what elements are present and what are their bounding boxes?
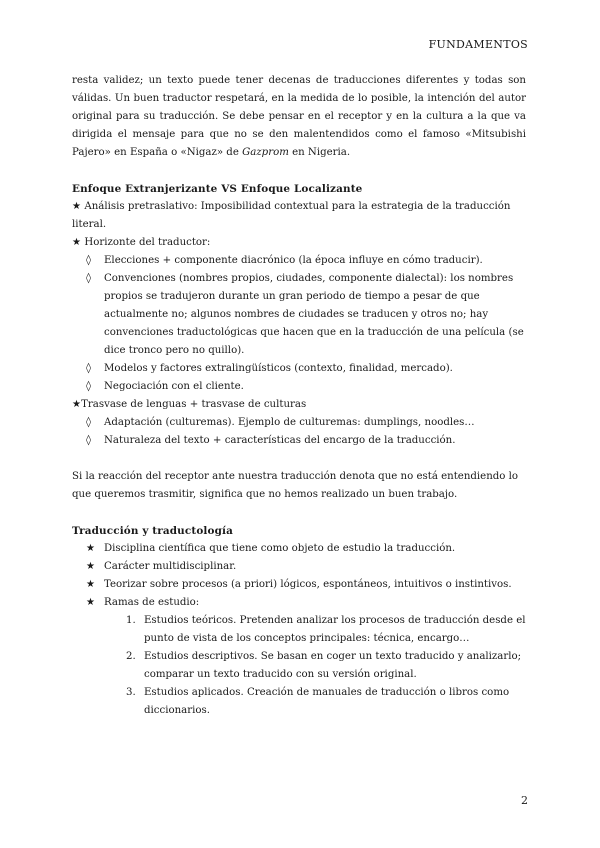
page-content (72, 72, 526, 720)
section2-item-text: Ramas de estudio: (104, 597, 200, 608)
item-number: 2. (126, 651, 136, 662)
running-header: FUNDAMENTOS (428, 38, 528, 51)
section2-item-text: Carácter multidisciplinar. (104, 561, 237, 572)
diamond-marker: ◊ (86, 381, 92, 392)
section2-item-text: Disciplina científica que tiene como objeto de estudio la traducción. (104, 543, 456, 554)
numbered-item-text: Estudios descriptivos. Se basan en coger un texto traducido y analizarlo; comparar un texto traducido con su versión original. (144, 651, 522, 680)
numbered-item (72, 684, 526, 720)
section1-heading: Enfoque Extranjerizante VS Enfoque Localizante (72, 183, 363, 195)
diamond-marker: ◊ (86, 363, 92, 374)
sub-item-text: Convenciones (nombres propios, ciudades, componente dialectal): los nombres propios se tradujeron durante un gran periodo de tiempo a pesar de que actualmente no; algunos nombres de ciudades se traducen y otros no; hay convenciones traductológicas que hacen que en la traducción de una película (se dice tronco pero no quillo). (104, 273, 524, 356)
numbered-item (72, 648, 526, 684)
star-marker: ★ (86, 543, 96, 554)
sub-item (72, 432, 526, 450)
section1-item-text: Trasvase de lenguas + trasvase de culturas (81, 399, 307, 410)
section2-heading: Traducción y traductología (72, 525, 233, 537)
diamond-marker: ◊ (86, 435, 92, 446)
section2-item (72, 558, 526, 576)
section2-item-text: Teorizar sobre procesos (a priori) lógicos, espontáneos, intuitivos o instintivos. (104, 579, 512, 590)
star-marker: ★ (72, 237, 82, 248)
section1-item (72, 198, 526, 234)
diamond-marker: ◊ (86, 255, 92, 266)
page-number: 2 (521, 794, 528, 807)
numbered-item (72, 612, 526, 648)
star-marker: ★ (86, 561, 96, 572)
numbered-item-text: Estudios teóricos. Pretenden analizar los procesos de traducción desde el punto de vista de los conceptos principales: técnica, encargo… (144, 615, 526, 644)
intro-text-end: en Nigeria. (288, 147, 351, 158)
intro-paragraph (72, 72, 526, 162)
diamond-marker: ◊ (86, 417, 92, 428)
section1-item-text: Análisis pretraslativo: Imposibilidad contextual para la estrategia de la traducción literal. (72, 201, 511, 230)
section2-item (72, 540, 526, 558)
section1-item-text: Horizonte del traductor: (84, 237, 211, 248)
star-marker: ★ (86, 579, 96, 590)
item-number: 3. (126, 687, 136, 698)
sub-item-text: Modelos y factores extralingüísticos (contexto, finalidad, mercado). (104, 363, 453, 374)
diamond-marker: ◊ (86, 273, 92, 284)
sub-item-text: Elecciones + componente diacrónico (la época influye en cómo traducir). (104, 255, 483, 266)
sub-item (72, 414, 526, 432)
sub-item-text: Naturaleza del texto + características del encargo de la traducción. (104, 435, 456, 446)
intro-italic-brand: Gazprom (242, 147, 289, 158)
closing-paragraph: Si la reacción del receptor ante nuestra traducción denota que no está entendiendo lo que queremos trasmitir, significa que no hemos realizado un buen trabajo. (72, 471, 519, 500)
section2-item (72, 594, 526, 612)
star-marker: ★ (72, 399, 82, 410)
sub-item (72, 252, 526, 270)
sub-item-text: Negociación con el cliente. (104, 381, 244, 392)
section1-item (72, 234, 526, 252)
sub-item (72, 360, 526, 378)
sub-item (72, 378, 526, 396)
numbered-item-text: Estudios aplicados. Creación de manuales de traducción o libros como diccionarios. (144, 687, 510, 716)
intro-text-start: resta validez; un texto puede tener decenas de traducciones diferentes y todas son válidas. Un buen traductor respetará, en la medida de lo posible, la intención del autor original para su traducción. Se debe pensar en el receptor y en la cultura a la que va dirigida el mensaje para que no se den malentendidos como el famoso «Mitsubishi Pajero» en España o «Nigaz» de (72, 75, 526, 158)
item-number: 1. (126, 615, 136, 626)
sub-item-text: Adaptación (culturemas). Ejemplo de culturemas: dumplings, noodles… (104, 417, 475, 428)
section1-item (72, 396, 526, 414)
sub-item (72, 270, 526, 360)
star-marker: ★ (86, 597, 96, 608)
star-marker: ★ (72, 201, 82, 212)
section2-item (72, 576, 526, 594)
